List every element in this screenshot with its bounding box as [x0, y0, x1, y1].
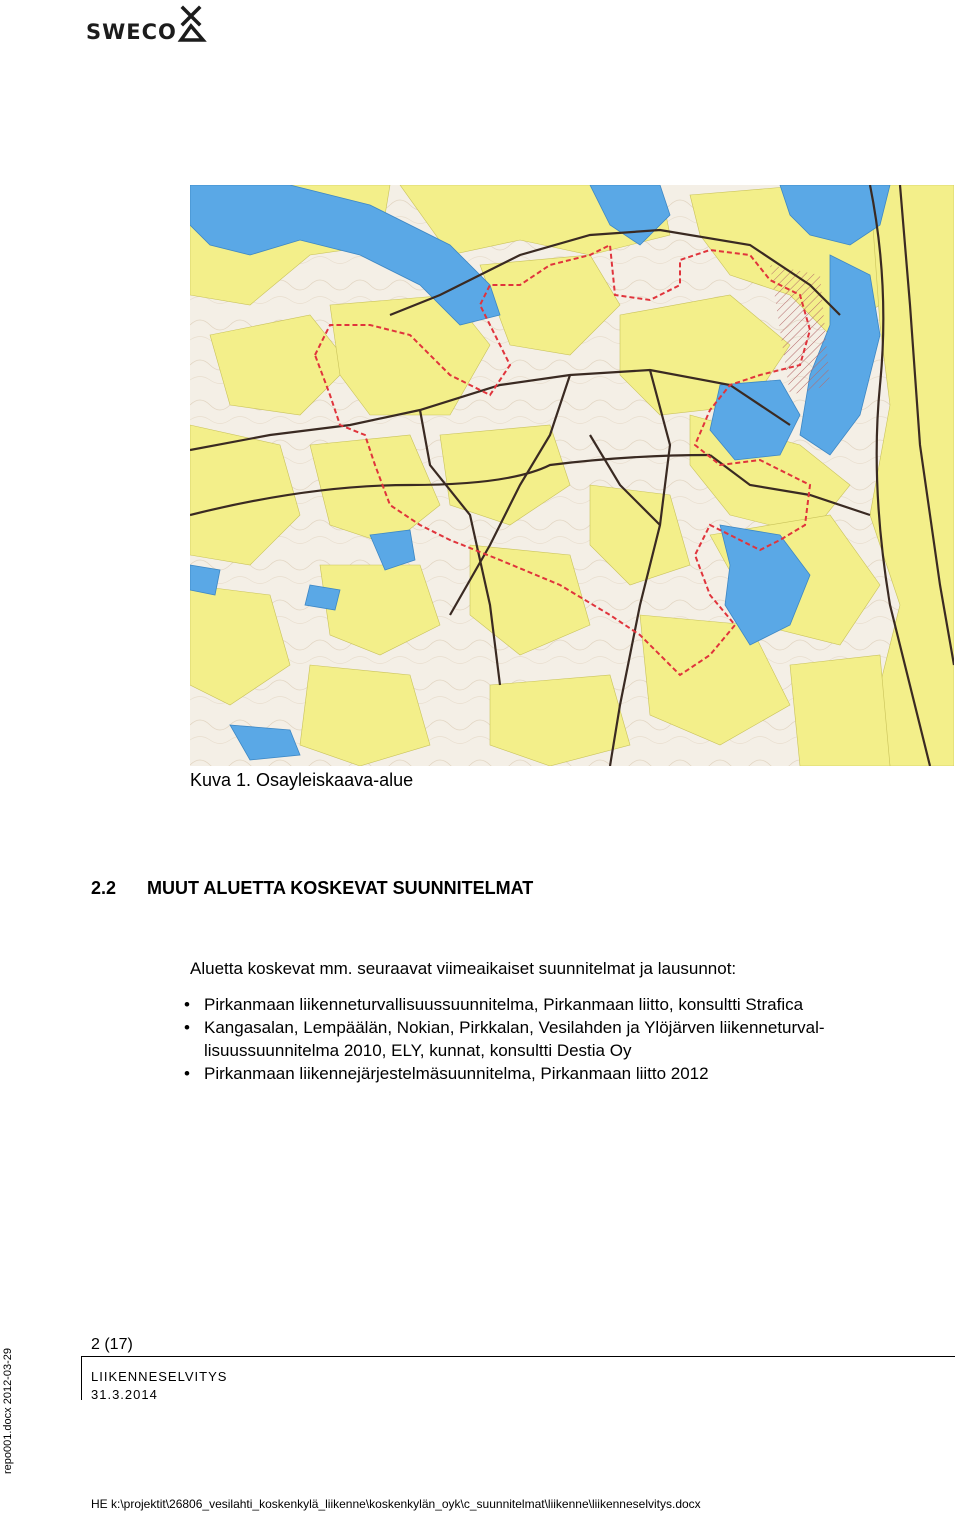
bullet-icon: •: [184, 1018, 190, 1037]
list-item-text: Pirkanmaan liikennejärjestelmäsuunnitelma, Pirkanmaan liitto 2012: [204, 1064, 709, 1083]
section-number: 2.2: [91, 878, 117, 898]
logo-symbol-icon: [177, 4, 209, 44]
zoning-area-map: [190, 185, 954, 766]
list-item: [184, 1062, 950, 1085]
plans-list: [184, 993, 950, 1085]
list-item-text-continuation: lisuussuunnitelma 2010, ELY, kunnat, konsultti Destia Oy: [204, 1041, 632, 1060]
list-item-text: Kangasalan, Lempäälän, Nokian, Pirkkalan, Vesilahden ja Ylöjärven liikenneturval-: [204, 1018, 825, 1037]
section-heading: [91, 878, 533, 899]
footer-divider-vertical: [81, 1356, 82, 1400]
document-title: LIIKENNESELVITYS: [91, 1369, 228, 1384]
list-item-text: Pirkanmaan liikenneturvallisuussuunnitelma, Pirkanmaan liitto, konsultti Strafica: [204, 995, 804, 1014]
page-number: 2 (17): [91, 1336, 133, 1353]
file-path: HE k:\projektit\26806_vesilahti_koskenkylä_liikenne\koskenkylän_oyk\c_suunnitelmat\liikenne\liikenneselvitys.docx: [91, 1497, 701, 1511]
footer-divider-horizontal: [81, 1356, 955, 1357]
logo-text: SWECO: [86, 20, 177, 44]
figure-caption: Kuva 1. Osayleiskaava-alue: [190, 770, 414, 790]
map-graphic: [190, 185, 954, 766]
template-id: repo001.docx 2012-03-29: [2, 1348, 14, 1474]
list-item: [184, 1016, 950, 1062]
bullet-icon: •: [184, 1064, 190, 1083]
sweco-logo: [86, 4, 216, 46]
bullet-icon: •: [184, 995, 190, 1014]
section-title: MUUT ALUETTA KOSKEVAT SUUNNITELMAT: [147, 878, 534, 898]
document-date: 31.3.2014: [91, 1387, 158, 1402]
list-item: [184, 993, 950, 1016]
intro-paragraph: Aluetta koskevat mm. seuraavat viimeaikaiset suunnitelmat ja lausunnot:: [190, 959, 737, 978]
